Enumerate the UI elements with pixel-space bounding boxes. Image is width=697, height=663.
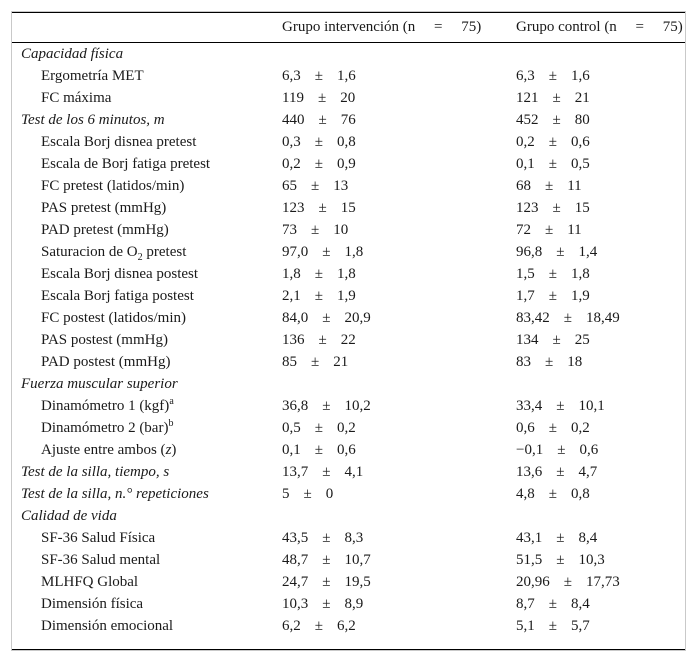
mean-value: 48,7 xyxy=(282,551,309,568)
control-value xyxy=(516,153,685,175)
plus-minus-sign: ± xyxy=(556,529,565,546)
bottom-rule xyxy=(12,649,685,650)
table-body xyxy=(12,43,685,638)
row-label xyxy=(12,65,282,87)
plus-minus-sign: ± xyxy=(552,331,561,348)
plus-minus-sign: ± xyxy=(314,67,323,84)
plus-minus-sign: ± xyxy=(314,617,323,634)
plus-minus-sign: ± xyxy=(322,243,331,260)
sd-value: 8,4 xyxy=(578,529,598,546)
intervention-value xyxy=(282,65,516,87)
section-label xyxy=(12,483,282,505)
table-row xyxy=(12,65,685,87)
table-row xyxy=(12,549,685,571)
table-row xyxy=(12,263,685,285)
sd-value: 0,2 xyxy=(336,419,356,436)
mean-value: 13,7 xyxy=(282,463,309,480)
sd-value: 8,3 xyxy=(344,529,364,546)
table-row xyxy=(12,87,685,109)
mean-value: 20,96 xyxy=(516,573,550,590)
row-label-text: PAS pretest (mmHg) xyxy=(41,199,167,216)
row-label xyxy=(12,307,282,329)
row-label-text: PAD postest (mmHg) xyxy=(41,353,171,370)
sd-value: 4,1 xyxy=(344,463,364,480)
plus-minus-sign: ± xyxy=(556,463,565,480)
plus-minus-sign: ± xyxy=(557,441,566,458)
footnote-marker: a xyxy=(169,395,174,407)
mean-value: 36,8 xyxy=(282,397,309,414)
plus-minus-sign: ± xyxy=(556,397,565,414)
row-label xyxy=(12,219,282,241)
control-value xyxy=(516,395,685,417)
sd-value: 1,8 xyxy=(570,265,590,282)
mean-value: 134 xyxy=(516,331,539,348)
control-value xyxy=(516,197,685,219)
row-label-text: FC pretest (latidos/min) xyxy=(41,177,185,194)
intervention-value xyxy=(282,373,516,395)
row-label xyxy=(12,197,282,219)
row-label-text: Escala Borj disnea postest xyxy=(41,265,199,282)
control-value xyxy=(516,43,685,66)
row-label xyxy=(12,439,282,461)
control-value xyxy=(516,285,685,307)
table-row xyxy=(12,153,685,175)
intervention-value xyxy=(282,615,516,637)
row-label-text: Test de la silla, n.° repeticiones xyxy=(21,485,209,502)
sd-value: 10,7 xyxy=(344,551,371,568)
table-row xyxy=(12,615,685,637)
intervention-value xyxy=(282,329,516,351)
sd-value: 0,2 xyxy=(570,419,590,436)
row-label xyxy=(12,527,282,549)
mean-value: 0,6 xyxy=(516,419,535,436)
plus-minus-sign: ± xyxy=(322,529,331,546)
sd-value: 20 xyxy=(340,89,356,106)
row-label-text: Escala Borj disnea pretest xyxy=(41,133,197,150)
section-label xyxy=(12,109,282,131)
sd-value: 11 xyxy=(567,177,582,194)
table-row xyxy=(12,329,685,351)
row-label-text: PAD pretest (mmHg) xyxy=(41,221,169,238)
sd-value: 21 xyxy=(574,89,590,106)
mean-value: 6,3 xyxy=(516,67,535,84)
plus-minus-sign: ± xyxy=(548,419,557,436)
mean-value: 119 xyxy=(282,89,304,106)
table-row xyxy=(12,417,685,439)
mean-value: 6,3 xyxy=(282,67,301,84)
intervention-value xyxy=(282,571,516,593)
plus-minus-sign: ± xyxy=(314,419,323,436)
row-label-text: FC máxima xyxy=(41,89,112,106)
plus-minus-sign: ± xyxy=(314,441,323,458)
mean-value: 73 xyxy=(282,221,297,238)
plus-minus-sign: ± xyxy=(563,309,572,326)
control-value xyxy=(516,439,685,461)
control-value xyxy=(516,505,685,527)
sd-value: 0,5 xyxy=(570,155,590,172)
section-label xyxy=(12,373,282,395)
sd-value: 1,6 xyxy=(570,67,590,84)
row-label xyxy=(12,87,282,109)
mean-value: −0,1 xyxy=(516,441,544,458)
plus-minus-sign: ± xyxy=(548,287,557,304)
sd-value: 25 xyxy=(574,331,590,348)
sd-value: 10,3 xyxy=(578,551,605,568)
intervention-value xyxy=(282,153,516,175)
mean-value: 0,2 xyxy=(282,155,301,172)
sd-value: 1,4 xyxy=(578,243,598,260)
plus-minus-sign: ± xyxy=(314,133,323,150)
intervention-value xyxy=(282,439,516,461)
row-label xyxy=(12,153,282,175)
row-label-text: Test de los 6 minutos, m xyxy=(21,111,165,128)
mean-value: 1,8 xyxy=(282,265,301,282)
control-value xyxy=(516,549,685,571)
intervention-value xyxy=(282,109,516,131)
sd-value: 10 xyxy=(333,221,349,238)
footnote-marker: b xyxy=(168,417,174,429)
sd-value: 0,6 xyxy=(336,441,356,458)
mean-value: 0,5 xyxy=(282,419,301,436)
sd-value: 0 xyxy=(325,485,334,502)
control-value xyxy=(516,241,685,263)
row-label-text: Escala Borj fatiga postest xyxy=(41,287,194,304)
mean-value: 5,1 xyxy=(516,617,535,634)
sd-value: 1,9 xyxy=(570,287,590,304)
header-row xyxy=(12,12,685,43)
header-intervention: Grupo intervención (n = 75) xyxy=(282,12,516,43)
sd-value: 22 xyxy=(340,331,356,348)
mean-value: 83 xyxy=(516,353,531,370)
row-label-text: Dimensión física xyxy=(41,595,144,612)
mean-value: 123 xyxy=(282,199,305,216)
sd-value: 11 xyxy=(567,221,582,238)
control-value xyxy=(516,87,685,109)
row-label-text: Ajuste entre ambos ( xyxy=(41,441,166,458)
intervention-value xyxy=(282,395,516,417)
table-row xyxy=(12,131,685,153)
mean-value: 0,1 xyxy=(282,441,301,458)
plus-minus-sign: ± xyxy=(314,265,323,282)
control-value xyxy=(516,593,685,615)
mean-value: 8,7 xyxy=(516,595,535,612)
row-label-text: PAS postest (mmHg) xyxy=(41,331,168,348)
mean-value: 0,2 xyxy=(516,133,535,150)
row-label-text: Ergometría MET xyxy=(41,67,144,84)
plus-minus-sign: ± xyxy=(311,353,320,370)
plus-minus-sign: ± xyxy=(318,331,327,348)
sd-value: 21 xyxy=(333,353,349,370)
row-label-text: SF-36 Salud mental xyxy=(41,551,161,568)
intervention-value xyxy=(282,351,516,373)
row-label xyxy=(12,395,282,417)
mean-value: 452 xyxy=(516,111,539,128)
control-value xyxy=(516,175,685,197)
table-row xyxy=(12,197,685,219)
row-label-subscript: 2 xyxy=(137,251,143,263)
mean-value: 72 xyxy=(516,221,531,238)
plus-minus-sign: ± xyxy=(552,89,561,106)
table-row xyxy=(12,395,685,417)
sd-value: 4,7 xyxy=(578,463,598,480)
row-label-text: Capacidad física xyxy=(21,45,124,62)
mean-value: 65 xyxy=(282,177,297,194)
sd-value: 5,7 xyxy=(570,617,590,634)
row-label xyxy=(12,571,282,593)
plus-minus-sign: ± xyxy=(322,573,331,590)
mean-value: 13,6 xyxy=(516,463,543,480)
mean-value: 4,8 xyxy=(516,485,535,502)
row-label-italic: z xyxy=(165,441,172,458)
row-label-text: SF-36 Salud Física xyxy=(41,529,156,546)
sd-value: 10,1 xyxy=(578,397,605,414)
plus-minus-sign: ± xyxy=(311,221,320,238)
mean-value: 123 xyxy=(516,199,539,216)
sd-value: 18,49 xyxy=(585,309,620,326)
sd-value: 20,9 xyxy=(344,309,371,326)
control-value xyxy=(516,131,685,153)
row-label-text: Saturacion de O xyxy=(41,243,138,260)
plus-minus-sign: ± xyxy=(311,177,320,194)
table-row xyxy=(12,593,685,615)
sd-value: 1,6 xyxy=(336,67,356,84)
row-label-text: Dimensión emocional xyxy=(41,617,174,634)
plus-minus-sign: ± xyxy=(314,155,323,172)
row-label-text: Calidad de vida xyxy=(21,507,117,524)
intervention-value xyxy=(282,263,516,285)
row-label xyxy=(12,593,282,615)
mean-value: 33,4 xyxy=(516,397,543,414)
plus-minus-sign: ± xyxy=(545,177,554,194)
intervention-value xyxy=(282,197,516,219)
control-value xyxy=(516,615,685,637)
plus-minus-sign: ± xyxy=(317,89,327,106)
sd-value: 0,8 xyxy=(570,485,590,502)
plus-minus-sign: ± xyxy=(552,199,561,216)
section-label xyxy=(12,505,282,527)
mean-value: 85 xyxy=(282,353,297,370)
row-label xyxy=(12,351,282,373)
plus-minus-sign: ± xyxy=(548,617,557,634)
mean-value: 97,0 xyxy=(282,243,309,260)
control-value xyxy=(516,461,685,483)
sd-value: 6,2 xyxy=(336,617,356,634)
plus-minus-sign: ± xyxy=(318,111,327,128)
intervention-value xyxy=(282,461,516,483)
mean-value: 0,1 xyxy=(516,155,535,172)
sd-value: 0,9 xyxy=(336,155,356,172)
section-row xyxy=(12,373,685,395)
table-row xyxy=(12,175,685,197)
control-value xyxy=(516,351,685,373)
section-row xyxy=(12,109,685,131)
mean-value: 68 xyxy=(516,177,531,194)
row-label-text: FC postest (latidos/min) xyxy=(41,309,187,326)
table-row xyxy=(12,439,685,461)
mean-value: 2,1 xyxy=(282,287,301,304)
sd-value: 0,6 xyxy=(570,133,590,150)
section-label xyxy=(12,43,282,66)
intervention-value xyxy=(282,43,516,66)
intervention-value xyxy=(282,219,516,241)
plus-minus-sign: ± xyxy=(322,551,331,568)
plus-minus-sign: ± xyxy=(563,573,572,590)
sd-value: 13 xyxy=(333,177,349,194)
control-value xyxy=(516,417,685,439)
header-blank xyxy=(12,12,282,43)
table-row xyxy=(12,285,685,307)
sd-value: 0,6 xyxy=(579,441,599,458)
row-label xyxy=(12,417,282,439)
plus-minus-sign: ± xyxy=(548,67,557,84)
intervention-value xyxy=(282,483,516,505)
intervention-value xyxy=(282,505,516,527)
row-label xyxy=(12,285,282,307)
control-value xyxy=(516,219,685,241)
control-value xyxy=(516,307,685,329)
sd-value: 80 xyxy=(574,111,590,128)
mean-value: 43,1 xyxy=(516,529,543,546)
row-label xyxy=(12,329,282,351)
sd-value: 0,8 xyxy=(336,133,356,150)
intervention-value xyxy=(282,527,516,549)
mean-value: 51,5 xyxy=(516,551,543,568)
control-value xyxy=(516,483,685,505)
row-label-text: Fuerza muscular superior xyxy=(21,375,178,392)
sd-value: 1,8 xyxy=(336,265,356,282)
control-value xyxy=(516,329,685,351)
row-label-text: Escala de Borj fatiga pretest xyxy=(41,155,211,172)
mean-value: 84,0 xyxy=(282,309,309,326)
plus-minus-sign: ± xyxy=(322,397,331,414)
header-control: Grupo control (n = 75) xyxy=(516,12,685,43)
mean-value: 96,8 xyxy=(516,243,543,260)
row-label xyxy=(12,241,282,263)
row-label xyxy=(12,131,282,153)
mean-value: 121 xyxy=(516,89,539,106)
row-label xyxy=(12,175,282,197)
plus-minus-sign: ± xyxy=(318,199,327,216)
intervention-value xyxy=(282,307,516,329)
table-row xyxy=(12,219,685,241)
section-row xyxy=(12,483,685,505)
mean-value: 1,5 xyxy=(516,265,535,282)
plus-minus-sign: ± xyxy=(556,243,565,260)
plus-minus-sign: ± xyxy=(303,485,312,502)
control-value xyxy=(516,109,685,131)
intervention-value xyxy=(282,241,516,263)
intervention-value xyxy=(282,175,516,197)
plus-minus-sign: ± xyxy=(548,133,557,150)
row-label xyxy=(12,263,282,285)
mean-value: 83,42 xyxy=(516,309,550,326)
plus-minus-sign: ± xyxy=(556,551,565,568)
mean-value: 440 xyxy=(282,111,305,128)
results-table-frame xyxy=(11,11,686,651)
results-table xyxy=(12,12,685,637)
plus-minus-sign: ± xyxy=(322,595,331,612)
row-label-suffix: ) xyxy=(171,441,177,458)
plus-minus-sign: ± xyxy=(322,309,331,326)
sd-value: 1,9 xyxy=(336,287,356,304)
table-row xyxy=(12,351,685,373)
mean-value: 10,3 xyxy=(282,595,309,612)
intervention-value xyxy=(282,87,516,109)
mean-value: 1,7 xyxy=(516,287,535,304)
intervention-value xyxy=(282,131,516,153)
sd-value: 1,8 xyxy=(344,243,364,260)
mean-value: 6,2 xyxy=(282,617,301,634)
section-row xyxy=(12,505,685,527)
plus-minus-sign: ± xyxy=(548,265,557,282)
control-value xyxy=(516,571,685,593)
section-row xyxy=(12,43,685,66)
section-label xyxy=(12,461,282,483)
sd-value: 8,9 xyxy=(344,595,364,612)
row-label-text: Dinamómetro 2 (bar) xyxy=(41,419,169,436)
sd-value: 76 xyxy=(340,111,356,128)
row-label xyxy=(12,615,282,637)
row-label-suffix: pretest xyxy=(142,243,187,260)
control-value xyxy=(516,263,685,285)
sd-value: 17,73 xyxy=(585,573,620,590)
mean-value: 24,7 xyxy=(282,573,309,590)
table-row xyxy=(12,571,685,593)
table-row xyxy=(12,307,685,329)
sd-value: 8,4 xyxy=(570,595,590,612)
sd-value: 18 xyxy=(567,353,583,370)
sd-value: 15 xyxy=(574,199,590,216)
plus-minus-sign: ± xyxy=(545,221,554,238)
row-label-text: Test de la silla, tiempo, s xyxy=(21,463,170,480)
plus-minus-sign: ± xyxy=(548,155,557,172)
sd-value: 15 xyxy=(340,199,356,216)
mean-value: 43,5 xyxy=(282,529,309,546)
plus-minus-sign: ± xyxy=(548,595,557,612)
row-label xyxy=(12,549,282,571)
intervention-value xyxy=(282,417,516,439)
table-row xyxy=(12,241,685,263)
mean-value: 136 xyxy=(282,331,305,348)
control-value xyxy=(516,527,685,549)
plus-minus-sign: ± xyxy=(545,353,554,370)
control-value xyxy=(516,65,685,87)
intervention-value xyxy=(282,285,516,307)
row-label-text: Dinamómetro 1 (kgf) xyxy=(41,397,170,414)
section-row xyxy=(12,461,685,483)
plus-minus-sign: ± xyxy=(322,463,331,480)
mean-value: 0,3 xyxy=(282,133,301,150)
intervention-value xyxy=(282,593,516,615)
sd-value: 10,2 xyxy=(344,397,371,414)
sd-value: 19,5 xyxy=(344,573,371,590)
plus-minus-sign: ± xyxy=(552,111,561,128)
row-label-text: MLHFQ Global xyxy=(41,573,139,590)
mean-value: 5 xyxy=(282,485,290,502)
intervention-value xyxy=(282,549,516,571)
control-value xyxy=(516,373,685,395)
table-row xyxy=(12,527,685,549)
plus-minus-sign: ± xyxy=(314,287,323,304)
plus-minus-sign: ± xyxy=(548,485,557,502)
